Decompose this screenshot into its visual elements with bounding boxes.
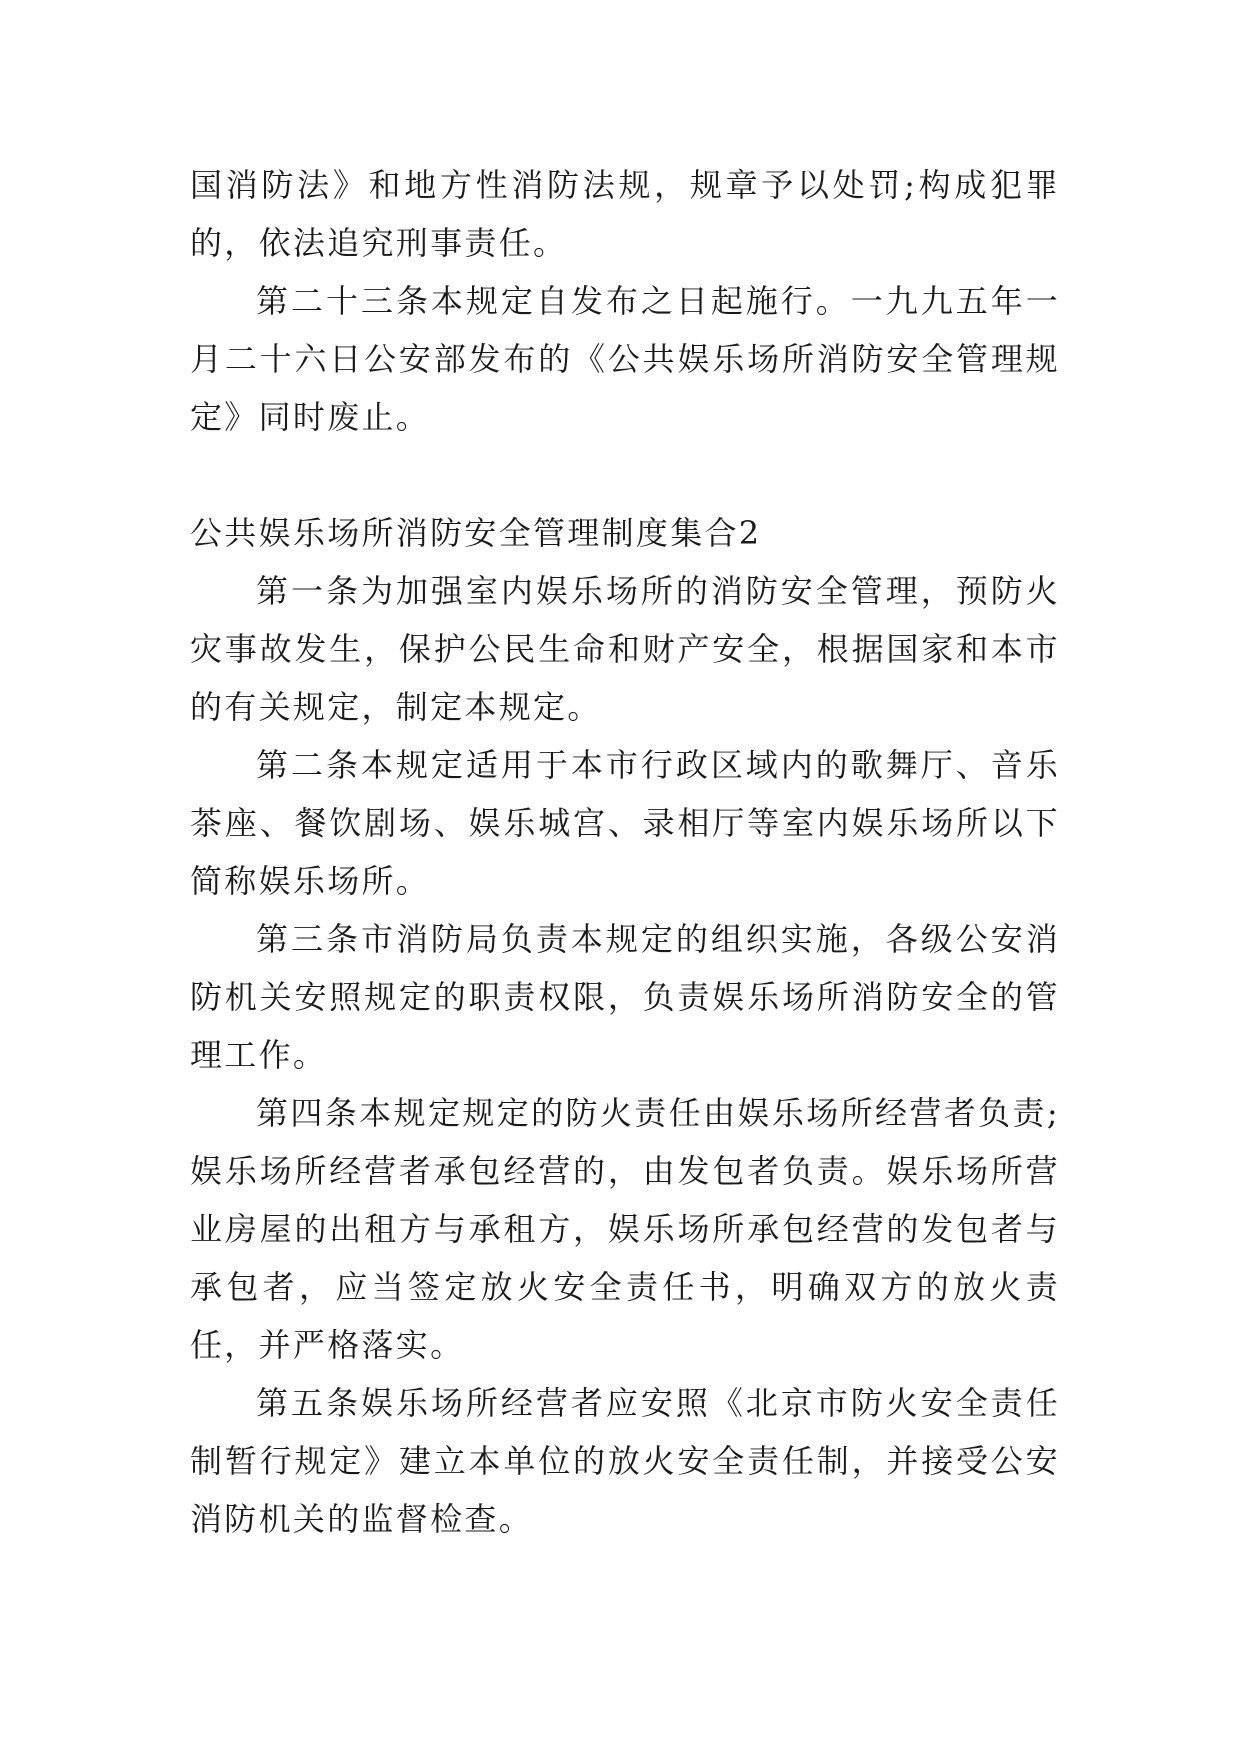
paragraph-article-4: 第四条本规定规定的防火责任由娱乐场所经营者负责;娱乐场所经营者承包经营的，由发包者负责。娱乐场所营业房屋的出租方与承租方，娱乐场所承包经营的发包者与承包者，应当签定放火安全责任书，明确双方的放火责任，并严格落实。 (190, 1094, 1060, 1364)
paragraph-article-1: 第一条为加强室内娱乐场所的消防安全管理，预防火灾事故发生，保护公民生命和财产安全，根据国家和本市的有关规定，制定本规定。 (190, 572, 1060, 726)
paragraph-article-23: 第二十三条本规定自发布之日起施行。一九九五年一月二十六日公安部发布的《公共娱乐场所消防安全管理规定》同时废止。 (190, 282, 1060, 436)
section-title: 公共娱乐场所消防安全管理制度集合2 (190, 514, 762, 552)
paragraph-article-5: 第五条娱乐场所经营者应安照《北京市防火安全责任制暂行规定》建立本单位的放火安全责任制，并接受公安消防机关的监督检查。 (190, 1384, 1060, 1538)
paragraph-article-2: 第二条本规定适用于本市行政区域内的歌舞厅、音乐茶座、餐饮剧场、娱乐城宫、录相厅等室内娱乐场所以下简称娱乐场所。 (190, 746, 1060, 900)
document-page (190, 156, 1060, 1548)
paragraph-article-3: 第三条市消防局负责本规定的组织实施，各级公安消防机关安照规定的职责权限，负责娱乐场所消防安全的管理工作。 (190, 920, 1060, 1074)
paragraph-continuation: 国消防法》和地方性消防法规，规章予以处罚;构成犯罪的，依法追究刑事责任。 (190, 166, 1060, 262)
